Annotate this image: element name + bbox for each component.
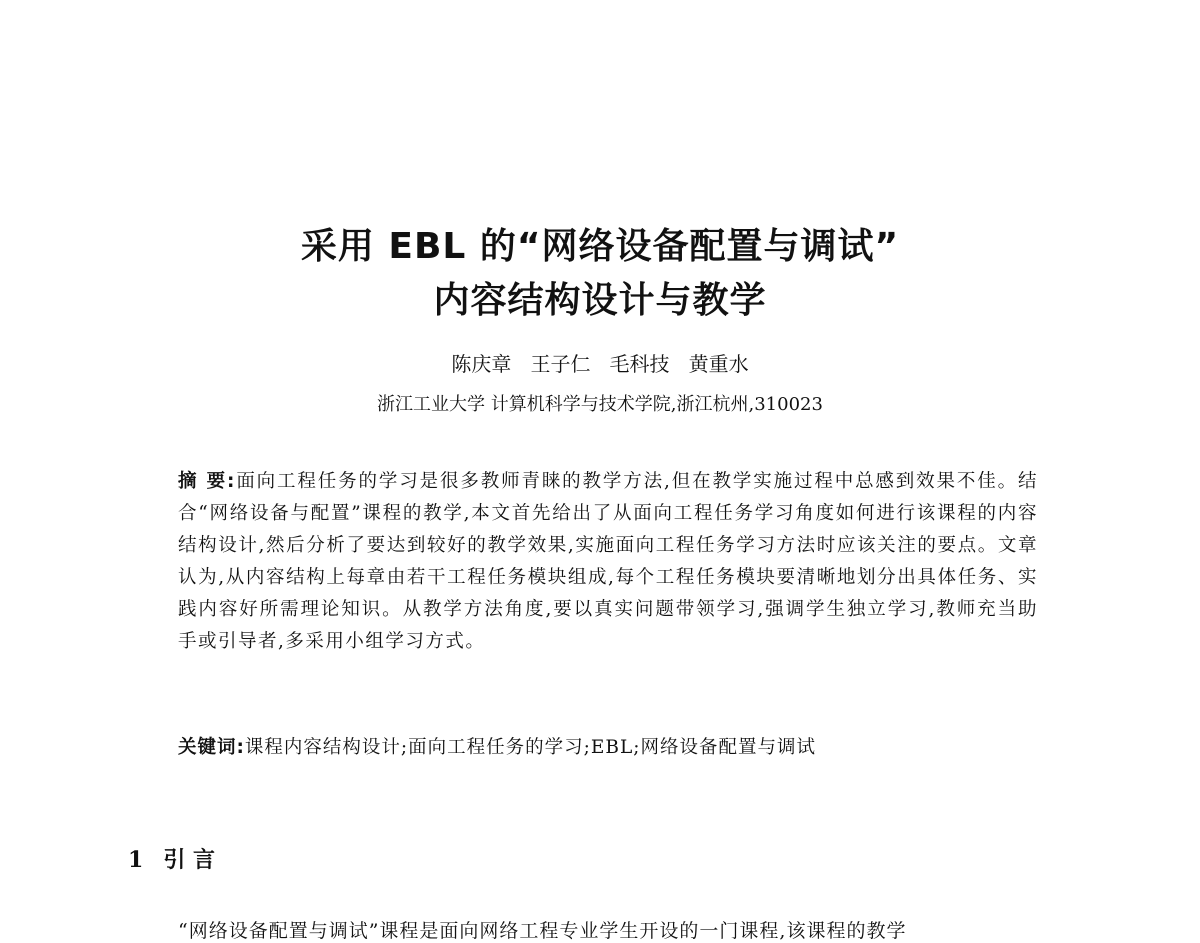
keywords xyxy=(178,733,1038,759)
keywords-text: 课程内容结构设计;面向工程任务的学习;EBL;网络设备配置与调试 xyxy=(244,737,816,758)
paper-title-line-1: 采用 EBL 的“网络设备配置与调试” xyxy=(300,226,900,267)
affiliation: 浙江工业大学 计算机科学与技术学院,浙江杭州,310023 xyxy=(377,394,823,415)
section-number: 1 xyxy=(128,847,144,873)
abstract-label: 摘 要: xyxy=(178,471,236,492)
keywords-label: 关键词: xyxy=(178,737,245,758)
section-heading-introduction xyxy=(128,843,215,874)
body-paragraph: “网络设备配置与调试”课程是面向网络工程专业学生开设的一门课程,该课程的教学 xyxy=(178,920,907,942)
abstract-text: 面向工程任务的学习是很多教师青睐的教学方法,但在教学实施过程中总感到效果不佳。结合“网络设备与配置”课程的教学,本文首先给出了从面向工程任务学习角度如何进行该课程的内容结构设计,然后分析了要达到较好的教学效果,实施面向工程任务学习方法时应该关注的要点。文章认为,从内容结构上每章由若干工程任务模块组成,每个工程任务模块要清晰地划分出具体任务、实践内容好所需理论知识。从教学方法角度,要以真实问题带领学习,强调学生独立学习,教师充当助手或引导者,多采用小组学习方式。 xyxy=(178,471,1039,652)
section-title: 引 言 xyxy=(163,848,215,873)
paper-title-line-2: 内容结构设计与教学 xyxy=(433,280,767,321)
abstract xyxy=(178,466,1038,658)
author-list: 陈庆章 王子仁 毛科技 黄重水 xyxy=(451,352,749,376)
